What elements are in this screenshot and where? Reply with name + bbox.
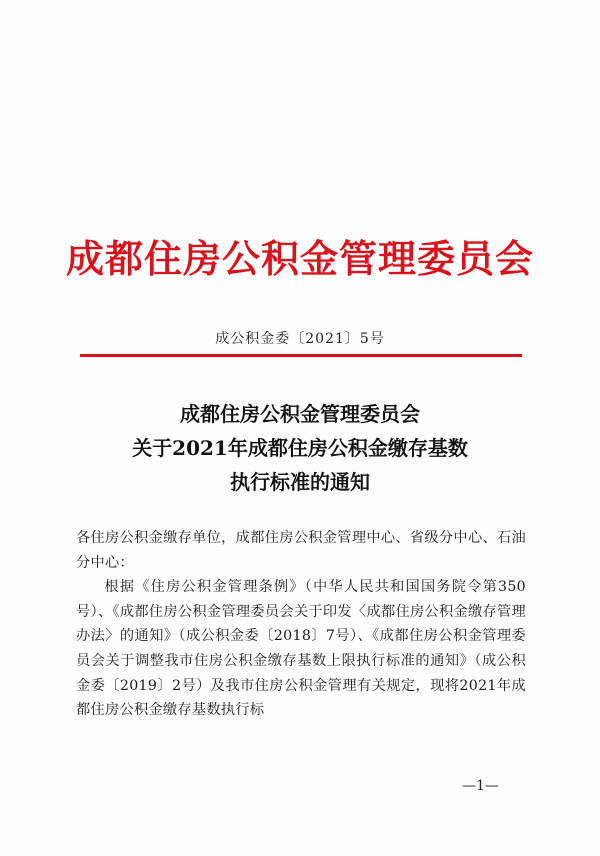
page-number: —1— bbox=[462, 778, 499, 794]
salutation: 各住房公积金缴存单位，成都住房公积金管理中心、省级分中心、石油分中心： bbox=[76, 530, 526, 571]
document-body bbox=[76, 526, 526, 723]
title-line-3: 执行标准的通知 bbox=[230, 470, 370, 494]
title-line-2: 关于2021年成都住房公积金缴存基数 bbox=[132, 436, 468, 460]
issuing-organization-header: 成都住房公积金管理委员会 bbox=[65, 237, 534, 281]
red-divider-line bbox=[80, 354, 522, 357]
body-paragraph-1: 根据《住房公积金管理条例》（中华人民共和国国务院令第350号）、《成都住房公积金管理委员会关于印发〈成都住房公积金缴存管理办法〉的通知》（成公积金委〔2018〕7号）、《成都住房公积金管理委员会关于调整我市住房公积金缴存基数上限执行标准的通知》（成公积金委〔2019〕2号）及我市住房公积金管理有关规定，现将2021年成都住房公积金缴存基数执行标 bbox=[76, 579, 526, 719]
document-title bbox=[0, 397, 600, 499]
title-line-1: 成都住房公积金管理委员会 bbox=[180, 402, 420, 426]
document-number: 成公积金委〔2021〕5号 bbox=[215, 331, 385, 347]
